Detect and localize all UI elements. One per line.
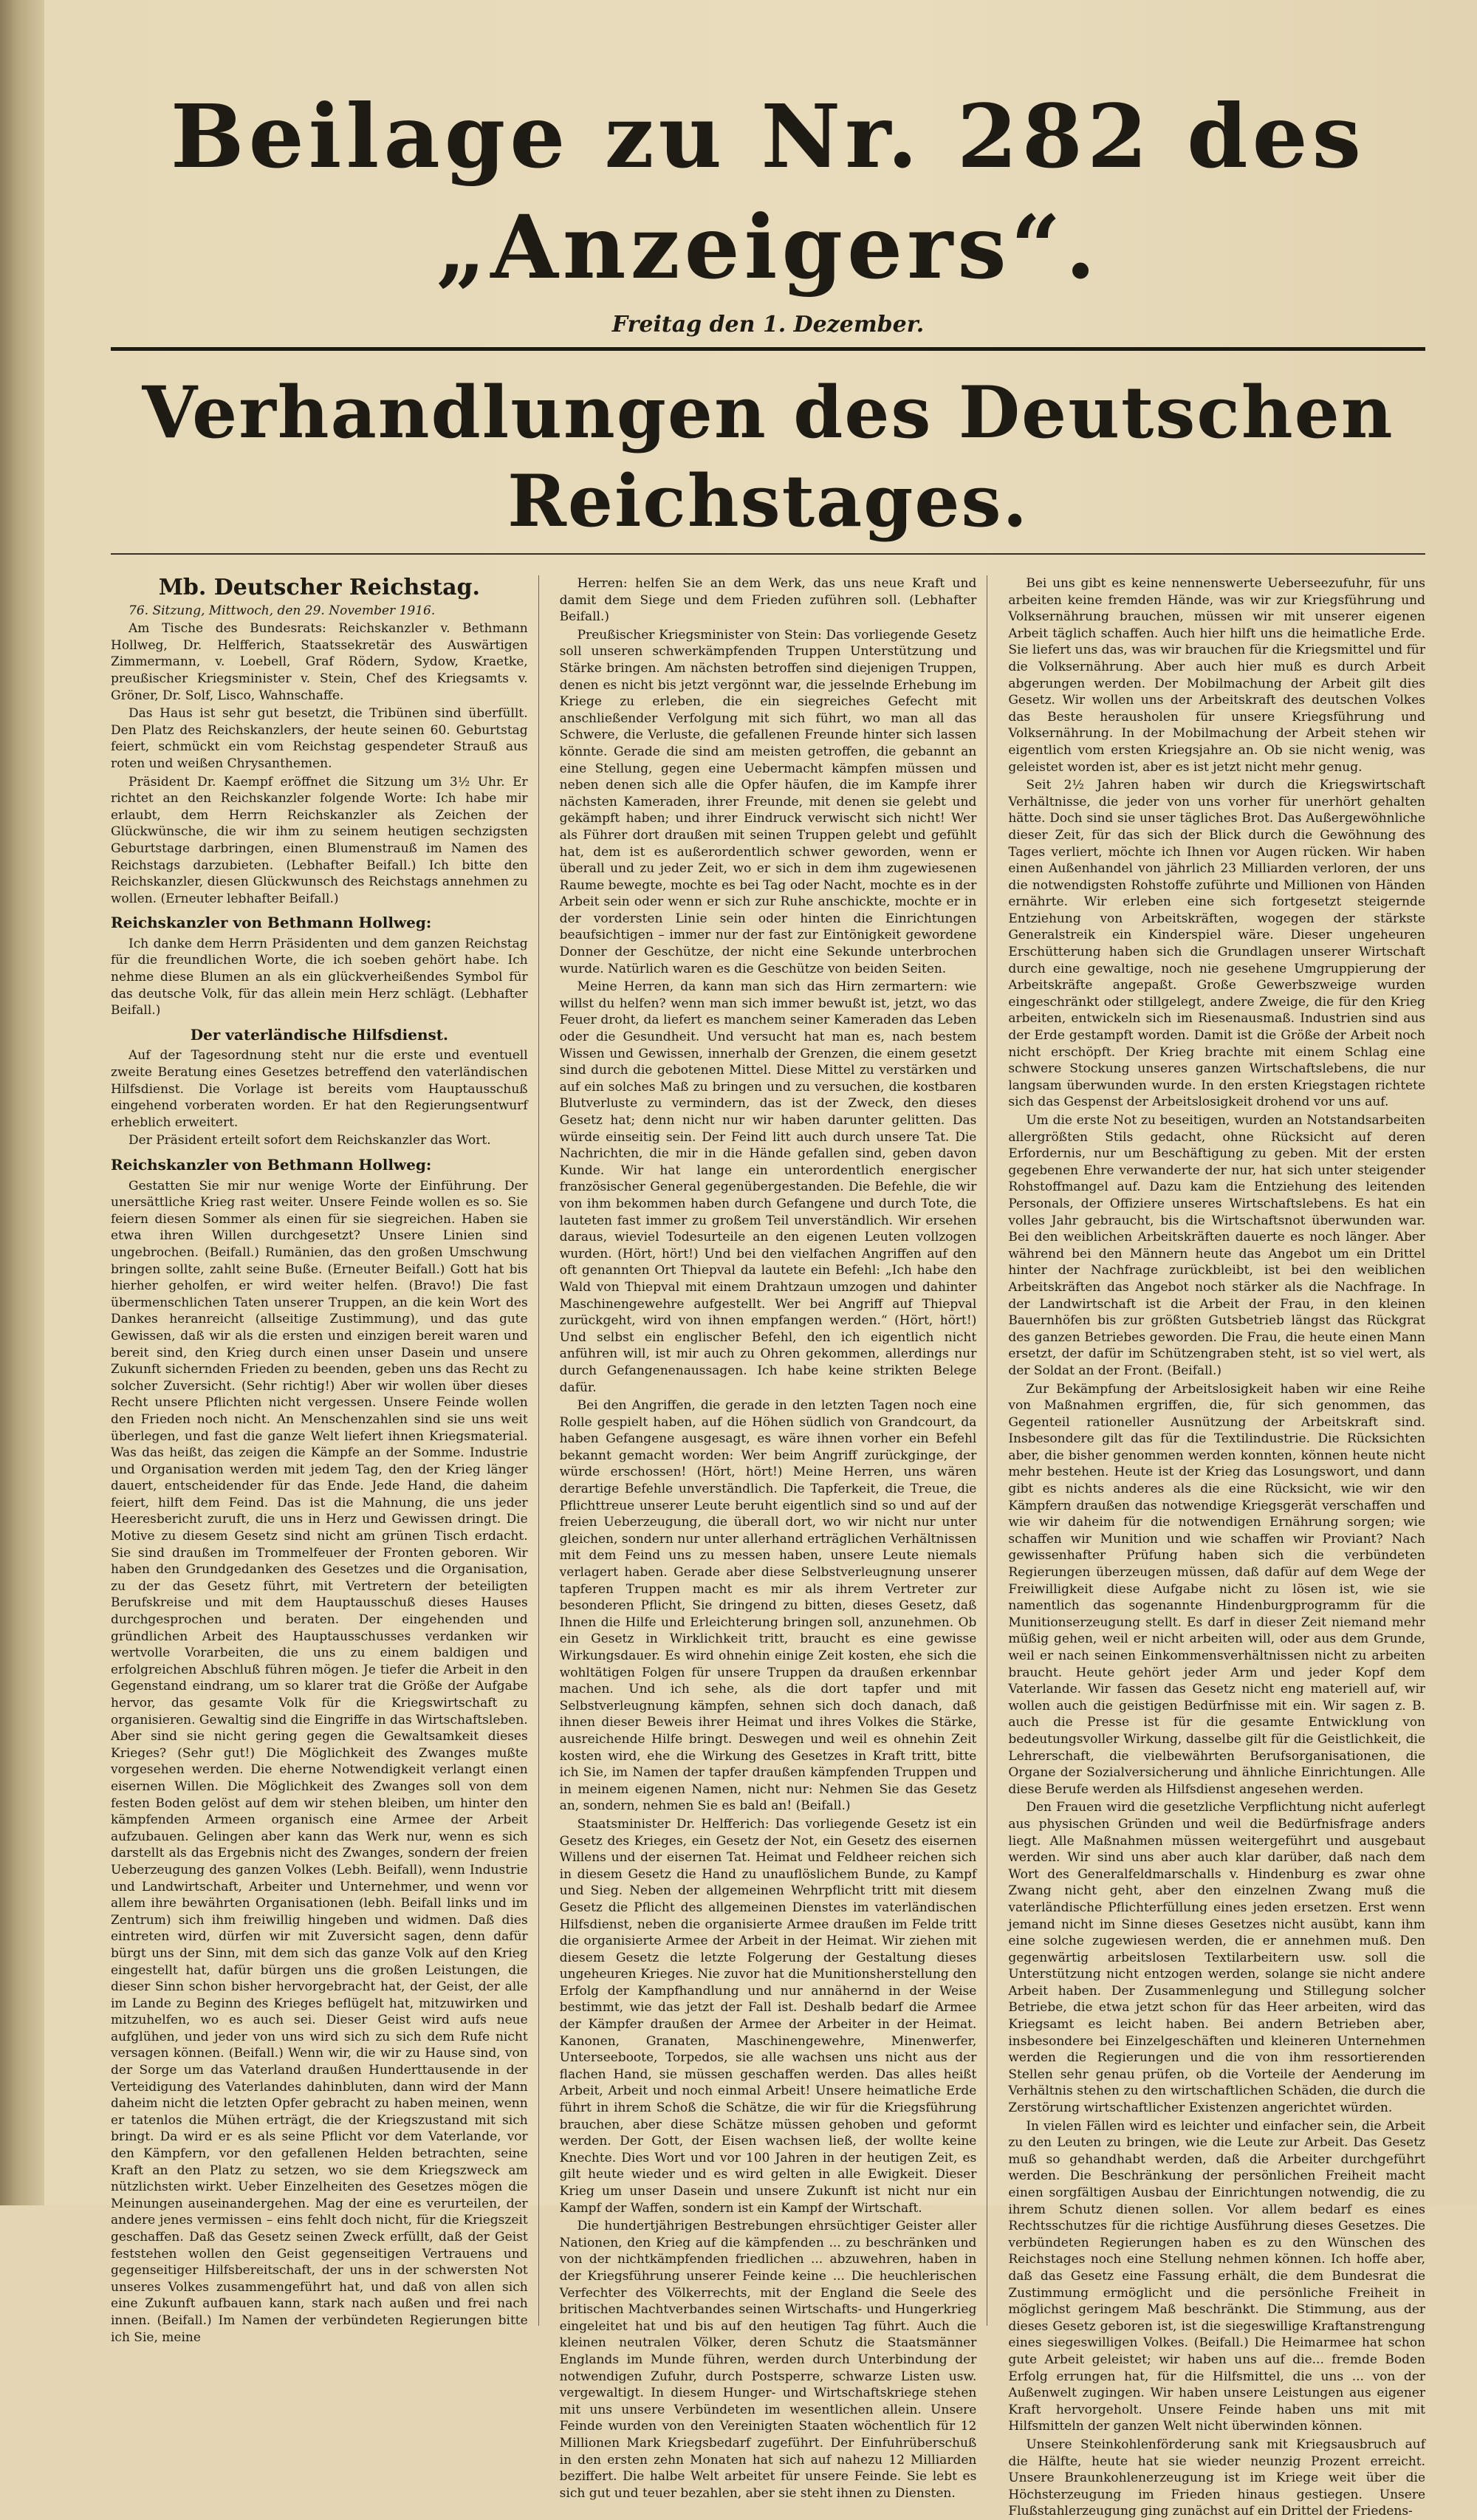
column-3 — [1008, 575, 1426, 2519]
session-line: 76. Sitzung, Mittwoch, den 29. November 1916. — [128, 603, 436, 618]
paragraph: Das Haus ist sehr gut besetzt, die Tribünen sind überfüllt. Den Platz des Reichskanzlers, der heute seinen 60. Geburtstag feiert, schmückt ein vom Reichstag gespendeter Strauß aus roten und weißen Chrysanthemen. — [111, 706, 528, 771]
headline-rule — [111, 553, 1425, 555]
paragraph: Gestatten Sie mir nur wenige Worte der Einführung. Der unersättliche Krieg rast weiter. Unsere Feinde wollen es so. Sie feiern diesen Sommer als einen für sie siegreichen. Haben sie etwa ihren Willen durchgesetzt? Unsere Linien sind ungebrochen. (Beifall.) Rumänien, das den großen Umschwung bringen sollte, zahlt seine Buße. (Erneuter Beifall.) Gott hat bis hierher geholfen, er wird weiter helfen. (Bravo!) Die fast übermenschlichen Taten unserer Truppen, an die kein Wort des Dankes heranreicht (allseitige Zustimmung), und das gute Gewissen, daß wir als die ersten und einzigen bereit waren und bereit sind, den Krieg durch einen unser Dasein und unsere Zukunft sichernden Frieden zu beenden, geben uns das Recht zu solcher Zuversicht. (Sehr richtig!) Aber wir wollen über dieses Recht unsere Pflichten nicht vergessen. Unsere Feinde wollen den Frieden noch nicht. An Menschenzahlen sind sie uns weit überlegen, und fast die ganze Welt liefert ihnen Kriegsmaterial. Was das heißt, das zeigen die Kämpfe an der Somme. Industrie und Organisation werden mit jedem Tag, den der Krieg länger dauert, entscheidender für das Ende. Jede Hand, die daheim feiert, hilft dem Feind. Das ist die Mahnung, die uns jeder Heeresbericht zuruft, die uns in Herz und Gewissen dringt. Die Motive zu diesem Gesetz sind nicht am grünen Tisch erdacht. Sie sind draußen im Trommelfeuer der Fronten geboren. Wir haben den Grundgedanken des Gesetzes und die Organisation, zu der das Gesetz führt, mit Vertretern der beteiligten Berufskreise und mit dem Hauptausschuß dieses Hauses durchgesprochen und beraten. Der eingehenden und gründlichen Arbeit des Hauptausschusses verdanken wir wertvolle Vorarbeiten, die uns zu einem baldigen und erfolgreichen Abschluß führen mögen. Je tiefer die Arbeit in den Gegenstand eindrang, um so klarer trat die Größe der Aufgabe hervor, das gesamte Volk für die Kriegswirtschaft zu organisieren. Gewaltig sind die Eingriffe in das Wirtschaftsleben. Aber sind sie nicht gering gegen die Gewaltsamkeit dieses Krieges? (Sehr gut!) Die Möglichkeit des Zwanges mußte vorgesehen werden. Die eherne Notwendigkeit verlangt einen eisernen Willen. Die Möglichkeit des Zwanges soll von dem festen Boden gelöst auf dem wir stehen bleiben, um hinter den kämpfenden Armeen organisch eine Armee der Arbeit aufzubauen. Gelingen aber kann das Werk nur, wenn es sich darstellt als das Ergebnis nicht des Zwanges, sondern der freien Ueberzeugung des ganzen Volkes (Lebh. Beifall), wenn Industrie und Landwirtschaft, Arbeiter und Unternehmer, und wenn vor allem ihre bewährten Organisationen (lebh. Beifall links und im Zentrum) sich ihm freiwillig hingeben und widmen. Daß dies eintreten wird, dürfen wir mit Zuversicht sagen, denn dafür bürgt uns der Sinn, mit dem sich das ganze Volk auf den Krieg eingestellt hat, dafür bürgen uns die großen Leistungen, die dieser Sinn schon bisher hervorgebracht hat, der Geist, der alle im Lande zu Beginn des Krieges beflügelt hat, mitzuwirken und mitzuhelfen, wo es auch sei. Dieser Geist wird aufs neue aufglühen, und jeder von uns wird sich zu sich dem Rufe nicht versagen können. (Beifall.) Wenn wir, die wir zu Hause sind, von der Sorge um das Vaterland draußen Hunderttausende in der Verteidigung des Vaterlandes dahinbluten, dann wird der Mann daheim nicht die letzten Opfer gebracht zu haben meinen, wenn er tatenlos die Mühen erträgt, die der Kriegszustand mit sich bringt. Da wird er es als seine Pflicht vor dem Vaterlande, vor den Kämpfern, vor den gefallenen Helden betrachten, seine Kraft an den Platz zu setzen, wo sie dem Kriegszweck am nützlichsten wirkt. Ueber Einzelheiten des Gesetzes mögen die Meinungen auseinandergehen. Mag der eine es verurteilen, der andere jenes vermissen – eins fehlt doch nicht, für die Kriegszeit geschaffen. Daß das Gesetz seinen Zweck erfüllt, daß der Geist feststehen wollen den Geist gegenseitigen Vertrauens und gegenseitiger Hilfsbereitschaft, der uns in der schwersten Not unseres Volkes zusammengeführt hat, und daß von allen sich eine Zukunft aufbauen kann, stark nach außen und frei nach innen. (Beifall.) Im Namen der verbündeten Regierungen bitte ich Sie, meine — [111, 1178, 528, 2345]
topic-heading: Der vaterländische Hilfsdienst. — [190, 1025, 448, 1044]
article-columns — [111, 575, 1426, 2519]
column-2 — [559, 575, 988, 2501]
paragraph: Auf der Tagesordnung steht nur die erste und eventuell zweite Beratung eines Gesetzes betreffend den vaterländischen Hilfsdienst. Die Vorlage ist bereits vom Hauptausschuß eingehend vorberaten worden. Er hat den Regierungsentwurf erheblich erweitert. — [111, 1048, 528, 1130]
page-binding — [0, 0, 44, 2205]
paragraph: Der Präsident erteilt sofort dem Reichskanzler das Wort. — [128, 1133, 491, 1148]
paragraph: Staatsminister Dr. Helfferich: Das vorliegende Gesetz ist ein Gesetz des Krieges, ein Gesetz der Not, ein Gesetz des eisernen Willens und der eisernen Tat. Heimat und Feldheer reichen sich in diesem Gesetz die Hand zu unauflöslichem Bunde, zu Kampf und Sieg. Neben der allgemeinen Wehrpflicht tritt mit diesem Gesetz die Pflicht des allgemeinen Dienstes im vaterländischen Hilfsdienst, neben die organisierte Armee draußen im Felde tritt die organisierte Armee der Arbeit in der Heimat. Wir ziehen mit diesem Gesetz die letzte Folgerung der Gestaltung dieses ungeheuren Krieges. Nie zuvor hat die Munitionsherstellung den Erfolg der Kampfhandlung und nur annähernd in der Weise bestimmt, wie das jetzt der Fall ist. Deshalb bedarf die Armee der Kämpfer draußen der Armee der Arbeiter in der Heimat. Kanonen, Granaten, Maschinengewehre, Minenwerfer, Unterseeboote, Torpedos, sie alle wachsen uns nicht aus der flachen Hand, sie müssen geschaffen werden. Das alles heißt Arbeit, Arbeit und noch einmal Arbeit! Unsere heimatliche Erde führt in ihrem Schoß die Schätze, die wir für die Kriegsführung brauchen, aber diese Schätze müssen gehoben und geformt werden. Der Gott, der Eisen wachsen ließ, der wollte keine Knechte. Dies Wort und vor 100 Jahren in der heutigen Zeit, es gilt heute wieder und es wird gelten in alle Ewigkeit. Dieser Krieg um unser Dasein und unsere Zukunft ist nicht nur ein Kampf der Waffen, sondern ist ein Kampf der Wirtschaft. — [559, 1816, 977, 2216]
column-1 — [111, 575, 539, 2345]
paragraph: Herren: helfen Sie an dem Werk, das uns neue Kraft und damit dem Siege und dem Frieden zuführen soll. (Lebhafter Beifall.) — [559, 576, 977, 625]
paragraph: In vielen Fällen wird es leichter und einfacher sein, die Arbeit zu den Leuten zu bringen, wie die Leute zur Arbeit. Das Gesetz muß so gehandhabt werden, daß die Arbeiter durchgeführt werden. Die Beschränkung der persönlichen Freiheit macht einen sorgfältigen Ausbau der Einrichtungen notwendig, die zu ihrem Schutz dienen sollen. Vor allem bedarf es eines Rechtsschutzes für die richtige Ausführung dieses Gesetzes. Die verbündeten Regierungen haben es zu den Wünschen des Reichstages noch eine Stellung nehmen können. Ich hoffe aber, daß das Gesetz eine Fassung erhält, die dem Bundesrat die Zustimmung ermöglicht und die persönliche Freiheit in möglichst geringem Maß beschränkt. Die Stimmung, aus der dieses Gesetz geboren ist, ist die siegeswillige Kraftanstrengung eines siegeswilligen Volkes. (Beifall.) Die Heimarmee hat schon gute Arbeit geleistet; wir haben uns auf die... fremde Boden Erfolg errungen hat, für die Hilfsmittel, die uns ... von der Außenwelt zugingen. Wir haben unsere Leistungen aus eigener Kraft hervorgeholt. Unsere Feinde haben uns mit mit Hilfsmitteln der ganzen Welt nicht überwinden können. — [1008, 2118, 1426, 2434]
paragraph: Meine Herren, da kann man sich das Hirn zermartern: wie willst du helfen? wenn man sich immer bewußt ist, jetzt, wo das Feuer droht, da liefert es manchem seiner Kameraden das Leben oder die Gesundheit. Und versucht hat man es, nach bestem Wissen und Gewissen, innerhalb der Grenzen, die einem gesetzt sind durch die gebotenen Mittel. Diese Mittel zu verstärken und auf ein solches Maß zu bringen und zu versuchen, die kostbaren Blutverluste zu vermindern, das ist der Zweck, den dieses Gesetz hat; denn nicht nur wir haben darunter gelitten. Das würde einseitig sein. Der Feind litt auch durch unsere Tat. Die Nachrichten, die mir in die Hände gefallen sind, geben davon Kunde. Wir hat lange ein unterordentlich energischer französischer General gegenübergestanden. Die Befehle, die wir von ihm bekommen haben durch Gefangene und durch Tote, die lauteten fast immer zu großem Teil unverständlich. Wir ersehen daraus, wieviel Todesurteile an den eigenen Leuten vollzogen wurden. (Hört, hört!) Und bei den vielfachen Angriffen auf den oft genannten Ort Thiepval da lautete ein Befehl: „Ich habe den Wald von Thiepval mit einem Drahtzaun umzogen und dahinter Maschinengewehre aufgestellt. Wer bei Angriff auf Thiepval zurückgeht, wird von ihnen empfangen werden.“ (Hört, hört!) Und selbst ein englischer Befehl, den ich eigentlich nicht anführen will, ist mir auch zu Ohren gekommen, allerdings nur durch Gefangenenaussagen. Ich habe keine strikten Belege dafür. — [559, 979, 977, 1395]
masthead: Beilage zu Nr. 282 des „Anzeigers“. — [170, 85, 1366, 298]
dateline-row — [111, 307, 1425, 351]
paragraph: Unsere Steinkohlenförderung sank mit Kriegsausbruch auf die Hälfte, heute hat sie wieder neunzig Prozent erreicht. Unsere Braunkohlenerzeugung ist im Kriege weit über die Höchsterzeugung im Frieden hinaus gestiegen. Unsere Flußstahlerzeugung ging zunächst auf ein Drittel der Friedens- — [1008, 2437, 1426, 2519]
paragraph: Präsident Dr. Kaempf eröffnet die Sitzung um 3½ Uhr. Er richtet an den Reichskanzler folgende Worte: Ich habe mir erlaubt, dem Herrn Reichskanzler als Zeichen der Glückwünsche, die wir ihm zu seinem heutigen sechzigsten Geburtstage darbringen, einen Blumenstrauß im Namen des Reichstags darzubieten. (Lebhafter Beifall.) Ich bitte den Reichskanzler, diesen Glückwunsch des Reichstags annehmen zu wollen. (Erneuter lebhafter Beifall.) — [111, 774, 528, 906]
paragraph: Preußischer Kriegsminister von Stein: Das vorliegende Gesetz soll unseren schwerkämpfenden Truppen Unterstützung und Stärke bringen. Am nächsten betroffen sind diejenigen Truppen, denen es nicht bis jetzt vergönnt war, die jesselnde Erhebung im Kriege zu erleben, die ein siegreiches Gefecht mit anschließender Verfolgung mit sich führt, wo man all das Schwere, die Verluste, die gefallenen Freunde hinter sich lassen könnte. Gerade die sind am meisten getroffen, die gebannt an eine Stellung, gegen eine Uebermacht kämpfen müssen und neben denen sich alle die Opfer häufen, die im Kampfe ihrer nächsten Kameraden, ihrer Freunde, mit denen sie gelebt und gekämpft haben; und ihrer Eindruck verwischt sich nicht! Wer als Führer dort draußen mit seinen Truppen gelebt und gefühlt hat, dem ist es außerordentlich schwer geworden, wenn er überall und zu jeder Zeit, wo er sich in dem ihm zugewiesenen Raume bewegte, mochte es bei Tag oder Nacht, mochte es in der Arbeit sein oder wenn er sich zur Ruhe anschickte, mochte er in der vordersten Linie sein oder hinten die Einrichtungen beaufsichtigen – immer nur der fast zur Eintönigkeit gewordene Donner der Geschütze, der nicht eine Sekunde unterbrochen wurde. Natürlich waren es die Geschütze von beiden Seiten. — [559, 627, 977, 976]
paragraph: Bei uns gibt es keine nennenswerte Ueberseezufuhr, für uns arbeiten keine fremden Hände, was wir zur Kriegsführung und Volksernährung brauchen, müssen wir mit unserer eigenen Arbeit täglich schaffen. Auch hier hilft uns die heimatliche Erde. Sie liefert uns das, was wir brauchen für die Kriegsmittel und für die Volksernährung. Aber auch hier muß es durch Arbeit abgerungen werden. Der Mobilmachung der Arbeit gilt dies Gesetz. Wir wollen uns der Arbeitskraft des deutschen Volkes das Beste herausholen für unsere Kriegsführung und Volksernährung. In der Mobilmachung der Arbeit stehen wir eigentlich vom ersten Kriegsjahre an. Ob sie nicht wenig, was geleistet worden ist, aber es ist jetzt nicht mehr genug. — [1008, 576, 1426, 775]
speaker-heading: Reichskanzler von Bethmann Hollweg: — [111, 914, 432, 932]
paragraph: Die hundertjährigen Bestrebungen ehrsüchtiger Geister aller Nationen, den Krieg auf die kämpfenden ... zu beschränken und von der nichtkämpfenden friedlichen ... abzuwehren, haben in der Kriegsführung unserer Feinde keine ... Die heuchlerischen Verfechter des Völkerrechts, mit der England die Seele des britischen Machtverbandes seinen Wirtschafts- und Hungerkrieg eingeleitet hat und bis auf den heutigen Tag führt. Auch die kleinen neutralen Völker, deren Schutz die Staatsmänner Englands im Munde führen, werden durch Unterbindung der notwendigen Zufuhr, durch Postsperre, schwarze Listen usw. vergewaltigt. In diesem Hunger- und Wirtschaftskriege stehen mit uns unsere Verbündeten im wesentlichen allein. Unsere Feinde wurden von den Vereinigten Staaten wöchentlich für 12 Millionen Mark Kriegsbedarf zugeführt. Der Einfuhrüberschuß in den ersten zehn Monaten hat sich auf nahezu 12 Milliarden beziffert. Die halbe Welt arbeitet für unsere Feinde. Sie lebt es sich gut und teuer bezahlen, aber sie steht ihnen zu Diensten. — [559, 2219, 977, 2501]
paragraph: Den Frauen wird die gesetzliche Verpflichtung nicht auferlegt aus physischen Gründen und weil die Bedürfnisfrage anders liegt. Alle Maßnahmen müssen weitergeführt und ausgebaut werden. Wir sind uns aber auch klar darüber, daß nach dem Wort des Generalfeldmarschalls v. Hindenburg es zwar ohne Zwang nicht geht, aber den einzelnen Zwang muß die vaterländische Pflichterfüllung eines jeden ersetzen. Erst wenn jemand nicht im Sinne dieses Gesetzes nicht ausübt, kann ihm eine solche zugewiesen werden, die er annehmen muß. Den gegenwärtig arbeitslosen Textilarbeitern usw. soll die Unterstützung nicht entzogen werden, solange sie nicht andere Arbeit haben. Der Zusammenlegung und Stillegung solcher Betriebe, die etwa jetzt schon für das Heer arbeiten, wird das Kriegsamt es leicht haben. Bei andern Betrieben aber, insbesondere bei Einzelgeschäften und kleineren Unternehmen werden die Regierungen und die von ihm ressortierenden Stellen sehr genau prüfen, ob die Vorteile der Aenderung im Verhältnis stehen zu den wirtschaftlichen Schäden, die durch die Zerstörung wirtschaftlicher Existenzen angerichtet würden. — [1008, 1800, 1426, 2116]
headline: Verhandlungen des Deutschen Reichstages. — [142, 371, 1394, 543]
paragraph: Bei den Angriffen, die gerade in den letzten Tagen noch eine Rolle gespielt haben, auf die Höhen südlich von Grandcourt, da haben Gefangene ausgesagt, es wäre ihnen vorher ein Befehl bekannt gemacht worden: Wer beim Angriff zurückginge, der würde erschossen! (Hört, hört!) Meine Herren, uns wären derartige Befehle unverständlich. Die Tapferkeit, die Treue, die Pflichttreue unserer Leute beruht eigentlich sind so und auf der freien Ueberzeugung, die überall dort, wo wir nicht nur unter gleichen, sondern nur unter allerhand erträglichen Verhältnissen mit dem Feind uns zu messen haben, unsere Leute niemals verlagert haben. Gerade aber diese Selbstverleugnung unserer tapferen Truppen macht es mir als ihrem Vertreter zur besonderen Pflicht, Sie dringend zu bitten, dieses Gesetz, daß Ihnen die Hilfe und Erleichterung bringen soll, anzunehmen. Ob ein Gesetz in Wirklichkeit tritt, braucht es eine gewisse Wirkungsdauer. Es wird ohnehin einige Zeit kosten, ehe sich die wohltätigen Folgen für unsere Truppen da draußen erkennbar machen. Und ich sehe, als die dort tapfer und mit Selbstverleugnung kämpfen, sehnen sich doch danach, daß ihnen dieser Beweis ihrer Heimat und ihres Volkes die Stärke, ausreichende Hilfe bringt. Deswegen und weil es ohnehin Zeit kosten wird, ehe die Wirkung des Gesetzes in Kraft tritt, bitte ich Sie, im Namen der tapfer draußen kämpfenden Truppen und in meinem eigenen Namen, nicht nur: Nehmen Sie das Gesetz an, sondern, nehmen Sie es bald an! (Beifall.) — [559, 1398, 977, 1814]
section-title: Mb. Deutscher Reichstag. — [158, 575, 480, 600]
paragraph: Seit 2½ Jahren haben wir durch die Kriegswirtschaft Verhältnisse, die jeder von uns vorher für unerhört gehalten hätte. Doch sind sie unser tägliches Brot. Das Außergewöhnliche dieser Zeit, für das sich der Blick durch die Gewöhnung des Tages verliert, möchte ich Ihnen vor Augen rücken. Wir haben einen Außenhandel von jährlich 23 Milliarden verloren, der uns die notwendigsten Rohstoffe zuführte und Millionen von Händen ernährte. Wir erleben eine sich fortgesetzt steigernde Entziehung von Arbeitskräften, wogegen der stärkste Generalstreik ein Kinderspiel wäre. Dieser ungeheuren Erschütterung haben sich die Grundlagen unserer Wirtschaft durch eine gewaltige, noch nie gesehene Umgruppierung der Arbeitskräfte angepaßt. Große Gewerbszweige wurden eingeschränkt oder stillgelegt, andere Zweige, die für den Krieg arbeiten, entwickeln sich im Riesenausmaß. Industrien sind aus der Erde gestampft worden. Damit ist die Größe der Arbeit noch nicht erschöpft. Der Krieg brachte mit einem Schlag eine schwere Stockung unseres ganzen Wirtschaftslebens, die nur langsam überwunden wurde. In den ersten Kriegstagen richtete sich das Gespenst der Arbeitslosigkeit drohend vor uns auf. — [1008, 778, 1426, 1110]
paragraph: Zur Bekämpfung der Arbeitslosigkeit haben wir eine Reihe von Maßnahmen ergriffen, die, für sich genommen, das Gegenteil rationeller Ausnützung der Arbeitskraft sind. Insbesondere gilt das für die Textilindustrie. Die Rücksichten aber, die bisher genommen werden konnten, können heute nicht mehr bestehen. Heute ist der Krieg das Losungswort, und dann gibt es nichts anderes als die eine Rücksicht, wie wir den Kämpfern draußen das notwendige Kriegsgerät verschaffen und wie wir daheim für die notwendigen Ernährung sorgen; wie schaffen wir Munition und wie schaffen wir Proviant? Nach gewissenhafter Prüfung haben sich die verbündeten Regierungen überzeugen müssen, daß dafür auf dem Wege der Freiwilligkeit diese Aufgabe nicht zu lösen ist, wie sie namentlich das sogenannte Hindenburgprogramm für die Munitionserzeugung stellt. Es darf in dieser Zeit niemand mehr müßig gehen, weil er nicht arbeiten will, oder aus dem Grunde, weil er nach seinen Einkommensverhältnissen nicht zu arbeiten braucht. Heute gehört jeder Arm und jeder Kopf dem Vaterlande. Wir fassen das Gesetz nicht eng materiell auf, wir wollen auch die geistigen Bedürfnisse mit ein. Wir sagen z. B. auch die Presse ist für die gesamte Entwicklung von bedeutungsvoller Wirkung, dasselbe gilt für die Geistlichkeit, die Lehrerschaft, die vielbewährten Berufsorganisationen, die Organe der Sozialversicherung und ähnliche Einrichtungen. Alle diese Berufe werden als Hilfsdienst angesehen werden. — [1008, 1381, 1426, 1797]
speaker-heading: Reichskanzler von Bethmann Hollweg: — [111, 1156, 432, 1174]
paragraph: Ich danke dem Herrn Präsidenten und dem ganzen Reichstag für die freundlichen Worte, die ich soeben gehört habe. Ich nehme diese Blumen an als ein glückverheißendes Symbol für das deutsche Volk, für das allein mein Herz schlägt. (Lebhafter Beifall.) — [111, 936, 528, 1018]
dateline: Freitag den 1. Dezember. — [611, 312, 925, 338]
paragraph: Am Tische des Bundesrats: Reichskanzler v. Bethmann Hollweg, Dr. Helfferich, Staatssekretär des Auswärtigen Zimmermann, v. Loebell, Graf Rödern, Sydow, Kraetke, preußischer Kriegsminister v. Stein, Chef des Kriegsamts v. Gröner, Dr. Solf, Lisco, Wahnschaffe. — [111, 621, 528, 703]
paragraph: Um die erste Not zu beseitigen, wurden an Notstandsarbeiten allergrößten Stils gedacht, ohne Rücksicht auf deren Erfordernis, nur um Beschäftigung zu geben. Mit der ersten gegebenen Ehre verwanderte der nur, hat sich unter steigender Rohstoffmangel auf. Dazu kam die Entziehung des leitenden Personals, der Offiziere unseres Wirtschaftslebens. Es hat ein volles Jahr gebraucht, bis die Wirtschaftsnot überwunden war. Bei den weiblichen Arbeitskräften dauerte es noch länger. Aber während bei den Männern heute das Angebot um ein Drittel hinter der Nachfrage zurückbleibt, ist bei den weiblichen Arbeitskräften das Angebot noch stärker als die Nachfrage. In der Landwirtschaft ist die Arbeit der Frau, in den kleinen Bauernhöfen bis zur größten Gutsbetrieb längst das Rückgrat des ganzen Betriebes geworden. Die Frau, die heute einen Mann ersetzt, der dafür im Schützengraben steht, ist so viel wert, als der Soldat an der Front. (Beifall.) — [1008, 1113, 1426, 1378]
